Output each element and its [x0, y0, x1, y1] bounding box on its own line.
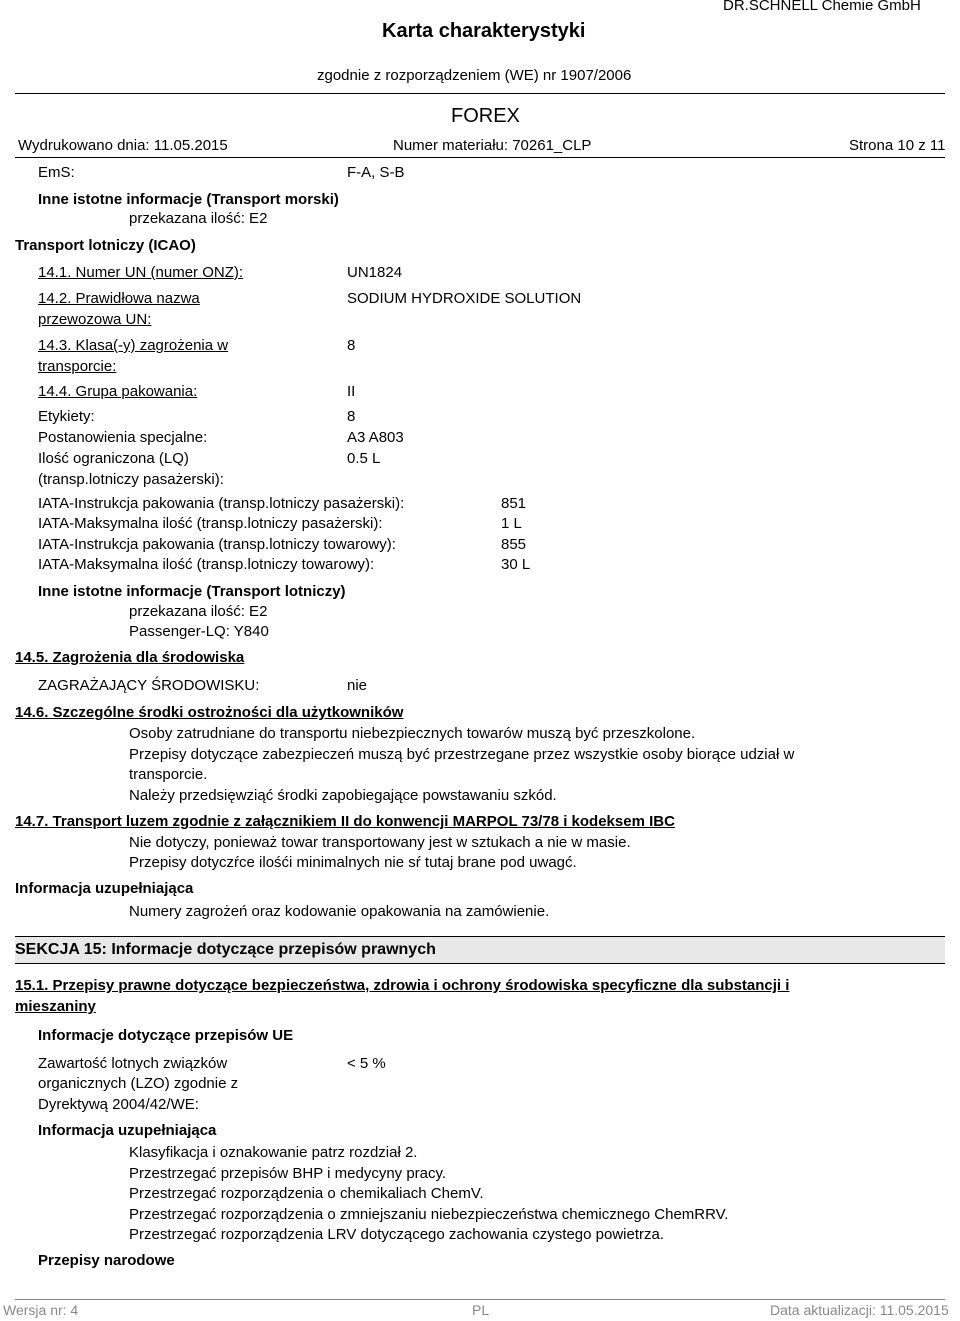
language-code: PL: [472, 1302, 490, 1318]
un-number-label: 14.1. Numer UN (numer ONZ):: [38, 264, 244, 281]
marpol-line: Nie dotyczy, ponieważ towar transportowany jest w sztukach a nie w masie.: [129, 834, 631, 851]
air-other-line-2: Passenger-LQ: Y840: [129, 623, 269, 640]
iata-row-label: IATA-Maksymalna ilość (transp.lotniczy pasażerski):: [38, 515, 383, 532]
regulations-heading-line-2: mieszaniny: [15, 998, 96, 1015]
special-provisions-value: A3 A803: [347, 429, 404, 446]
shipping-name-label-1: 14.2. Prawidłowa nazwa: [38, 290, 200, 307]
user-precautions-heading: 14.6. Szczególne środki ostrożności dla użytkowników: [15, 704, 404, 721]
voc-label-line: Dyrektywą 2004/42/WE:: [38, 1096, 199, 1113]
company-name: DR.SCHNELL Chemie GmbH: [723, 0, 921, 14]
packing-group-label: 14.4. Grupa pakowania:: [38, 383, 198, 400]
section-15-extra-line: Przestrzegać rozporządzenia o chemikaliach ChemV.: [129, 1185, 484, 1202]
marpol-line: Przepisy dotyczŕce ilośći minimalnych nie sŕ tutaj brane pod uwagć.: [129, 854, 577, 871]
air-other-line-1: przekazana ilość: E2: [129, 603, 268, 620]
print-date: Wydrukowano dnia: 11.05.2015: [18, 137, 228, 154]
hazard-class-label-1: 14.3. Klasa(-y) zagrożenia w: [38, 337, 229, 354]
eu-regulations-heading: Informacje dotyczące przepisów UE: [38, 1027, 294, 1044]
regulation-text: zgodnie z rozporządzeniem (WE) nr 1907/2006: [317, 67, 632, 84]
shipping-name-value: SODIUM HYDROXIDE SOLUTION: [347, 290, 582, 307]
sea-other-heading: Inne istotne informacje (Transport morski): [38, 191, 339, 208]
product-name: FOREX: [451, 105, 520, 127]
header-divider-2: [15, 157, 945, 158]
user-precautions-line: Osoby zatrudniane do transportu niebezpiecznych towarów muszą być przeszkolone.: [129, 725, 696, 742]
version-number: Wersja nr: 4: [3, 1302, 79, 1318]
section-15-title: SEKCJA 15: Informacje dotyczące przepisów prawnych: [15, 941, 436, 958]
air-other-heading: Inne istotne informacje (Transport lotniczy): [38, 583, 346, 600]
ems-label: EmS:: [38, 164, 75, 181]
iata-row-value: 851: [501, 495, 527, 512]
un-number-value: UN1824: [347, 264, 403, 281]
labels-label: Etykiety:: [38, 408, 95, 425]
packing-group-value: II: [347, 383, 356, 400]
environment-heading: 14.5. Zagrożenia dla środowiska: [15, 649, 245, 666]
environment-value: nie: [347, 677, 368, 694]
iata-row-value: 1 L: [501, 515, 522, 532]
iata-row-label: IATA-Instrukcja pakowania (transp.lotniczy towarowy):: [38, 536, 396, 553]
user-precautions-line: transporcie.: [129, 766, 208, 783]
hazard-class-label-2: transporcie:: [38, 358, 117, 375]
update-date: Data aktualizacji: 11.05.2015: [770, 1302, 949, 1318]
limited-qty-label-1: Ilość ograniczona (LQ): [38, 450, 189, 467]
document-title: Karta charakterystyki: [382, 20, 586, 42]
user-precautions-line: Przepisy dotyczące zabezpieczeń muszą być przestrzegane przez wszystkie osoby biorące udział w: [129, 746, 795, 763]
section-15-extra-line: Klasyfikacja i oznakowanie patrz rozdział 2.: [129, 1144, 418, 1161]
voc-label-line: Zawartość lotnych związków: [38, 1055, 228, 1072]
special-provisions-label: Postanowienia specjalne:: [38, 429, 208, 446]
iata-row-value: 855: [501, 536, 527, 553]
sea-other-line: przekazana ilość: E2: [129, 210, 268, 227]
extra-info-heading: Informacja uzupełniająca: [15, 880, 194, 897]
section-15-extra-line: Przestrzegać rozporządzenia o zmniejszaniu niebezpieczeństwa chemicznego ChemRRV.: [129, 1206, 729, 1223]
national-regulations-heading: Przepisy narodowe: [38, 1252, 175, 1269]
iata-row-value: 30 L: [501, 556, 531, 573]
header-divider: [15, 93, 945, 94]
labels-value: 8: [347, 408, 356, 425]
footer-divider: [15, 1299, 945, 1300]
limited-qty-label-2: (transp.lotniczy pasażerski):: [38, 471, 224, 488]
hazard-class-value: 8: [347, 337, 356, 354]
page-number: Strona 10 z 11: [849, 137, 946, 154]
voc-label-line: organicznych (LZO) zgodnie z: [38, 1075, 239, 1092]
environment-label: ZAGRAŻAJĄCY ŚRODOWISKU:: [38, 677, 260, 694]
shipping-name-label-2: przewozowa UN:: [38, 311, 152, 328]
regulations-heading-line-1: 15.1. Przepisy prawne dotyczące bezpieczeństwa, zdrowia i ochrony środowiska specyficzne dla substancji i: [15, 977, 790, 994]
material-number: Numer materiału: 70261_CLP: [393, 137, 592, 154]
voc-value: < 5 %: [347, 1055, 386, 1072]
extra-info-line: Numery zagrożeń oraz kodowanie opakowania na zamówienie.: [129, 903, 550, 920]
limited-qty-value: 0.5 L: [347, 450, 381, 467]
marpol-heading: 14.7. Transport luzem zgodnie z załącznikiem II do konwencji MARPOL 73/78 i kodeksem IBC: [15, 813, 675, 830]
user-precautions-line: Należy przedsięwziąć środki zapobiegające powstawaniu szkód.: [129, 787, 557, 804]
ems-value: F-A, S-B: [347, 164, 405, 181]
section-15-extra-line: Przestrzegać rozporządzenia LRV dotyczącego zachowania czystego powietrza.: [129, 1226, 665, 1243]
section-15-extra-heading: Informacja uzupełniająca: [38, 1122, 217, 1139]
iata-row-label: IATA-Maksymalna ilość (transp.lotniczy towarowy):: [38, 556, 375, 573]
air-transport-heading: Transport lotniczy (ICAO): [15, 237, 196, 254]
iata-row-label: IATA-Instrukcja pakowania (transp.lotniczy pasażerski):: [38, 495, 405, 512]
section-15-extra-line: Przestrzegać przepisów BHP i medycyny pracy.: [129, 1165, 447, 1182]
